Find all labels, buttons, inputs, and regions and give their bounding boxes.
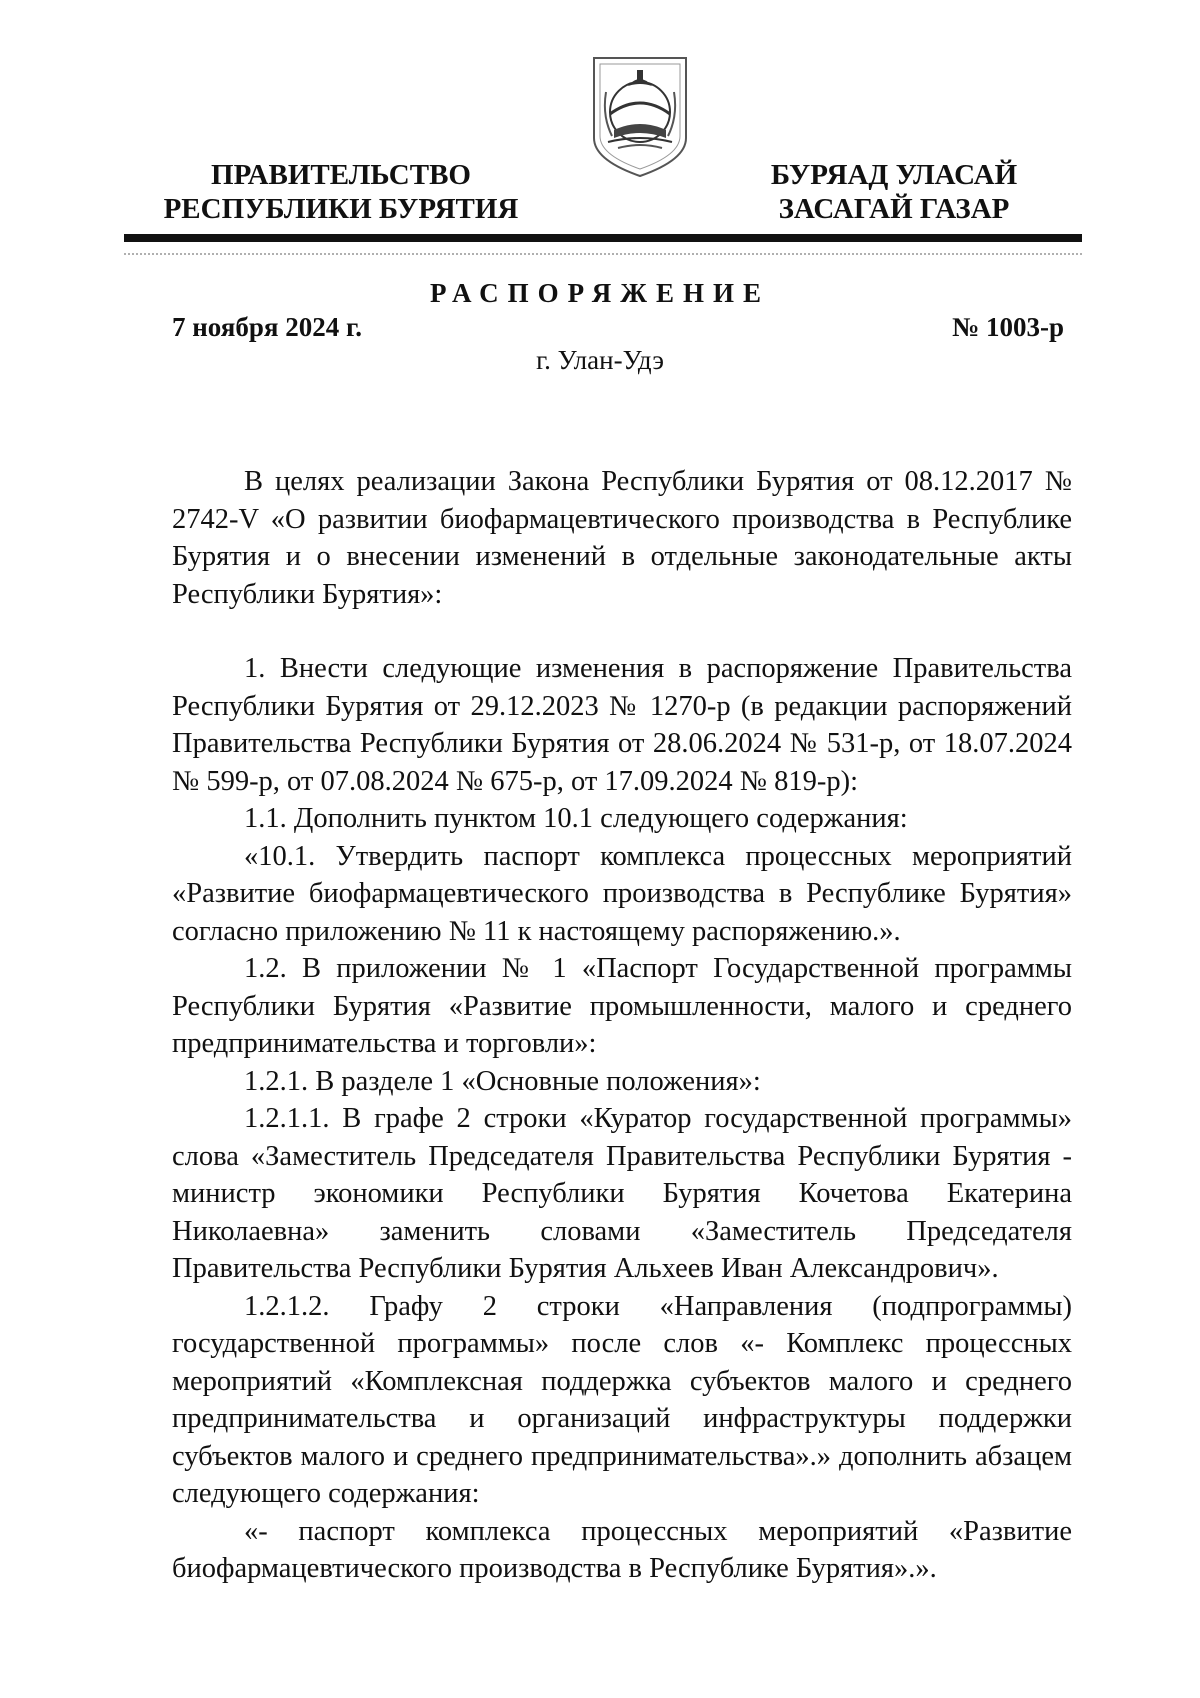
document-type: РАСПОРЯЖЕНИЕ bbox=[429, 278, 771, 308]
header-right-line1: БУРЯАД УЛАСАЙ bbox=[770, 159, 1018, 191]
paragraph-preamble: В целях реализации Закона Республики Бурятия от 08.12.2017 № 2742-V «О развитии биофармацевтического производства в Республике Бурятия и о внесении изменений в отдельные законодательные акты Республики Бурятия»: bbox=[172, 466, 1072, 610]
document-date: 7 ноября 2024 г. bbox=[172, 312, 362, 342]
paragraph-1-2-1-1: 1.2.1.1. В графе 2 строки «Куратор государственной программы» слова «Заместитель Председателя Правительства Республики Бурятия - министр экономики Республики Бурятия Кочетова Екатерина Николаевна» заменить словами «Заместитель Председателя Правительства Республики Бурятия Альхеев Иван Александрович». bbox=[172, 1103, 1072, 1284]
header-left-line1: ПРАВИТЕЛЬСТВО bbox=[211, 159, 471, 191]
coat-of-arms-icon bbox=[588, 52, 692, 180]
paragraph-addition: «- паспорт комплекса процессных мероприятий «Развитие биофармацевтического производства в Республике Бурятия».». bbox=[172, 1515, 1072, 1584]
header-left-line2: РЕСПУБЛИКИ БУРЯТИЯ bbox=[163, 193, 519, 225]
header-divider bbox=[124, 234, 1082, 242]
paragraph-1-2: 1.2. В приложении № 1 «Паспорт Государственной программы Республики Бурятия «Развитие промышленности, малого и среднего предпринимательства и торговли»: bbox=[172, 953, 1072, 1059]
document-city: г. Улан-Удэ bbox=[536, 345, 664, 375]
header-left bbox=[156, 158, 526, 226]
header-right bbox=[744, 158, 1044, 226]
header-right-line2: ЗАСАГАЙ ГАЗАР bbox=[778, 193, 1010, 225]
paragraph-1-2-1: 1.2.1. В разделе 1 «Основные положения»: bbox=[244, 1065, 761, 1097]
paragraph-1-1: 1.1. Дополнить пунктом 10.1 следующего содержания: bbox=[244, 803, 908, 834]
paragraph-10-1: «10.1. Утвердить паспорт комплекса процессных мероприятий «Развитие биофармацевтического производства в Республике Бурятия» согласно приложению № 11 к настоящему распоряжению.». bbox=[172, 840, 1072, 947]
document-body bbox=[172, 463, 1072, 1588]
header-divider-thin bbox=[124, 253, 1082, 255]
paragraph-1: 1. Внести следующие изменения в распоряжение Правительства Республики Бурятия от 29.12.2023 № 1270-р (в редакции распоряжений Правительства Республики Бурятия от 28.06.2024 № 531-р, от 18.07.2024 № 599-р, от 07.08.2024 № 675-р, от 17.09.2024 № 819-р): bbox=[172, 653, 1072, 797]
document-number: № 1003-р bbox=[952, 312, 1064, 342]
paragraph-1-2-1-2: 1.2.1.2. Графу 2 строки «Направления (подпрограммы) государственной программы» после слов «- Комплекс процессных мероприятий «Комплексная поддержка субъектов малого и среднего предпринимательства и организаций инфраструктуры поддержки субъектов малого и среднего предпринимательства».» дополнить абзацем следующего содержания: bbox=[172, 1290, 1072, 1509]
